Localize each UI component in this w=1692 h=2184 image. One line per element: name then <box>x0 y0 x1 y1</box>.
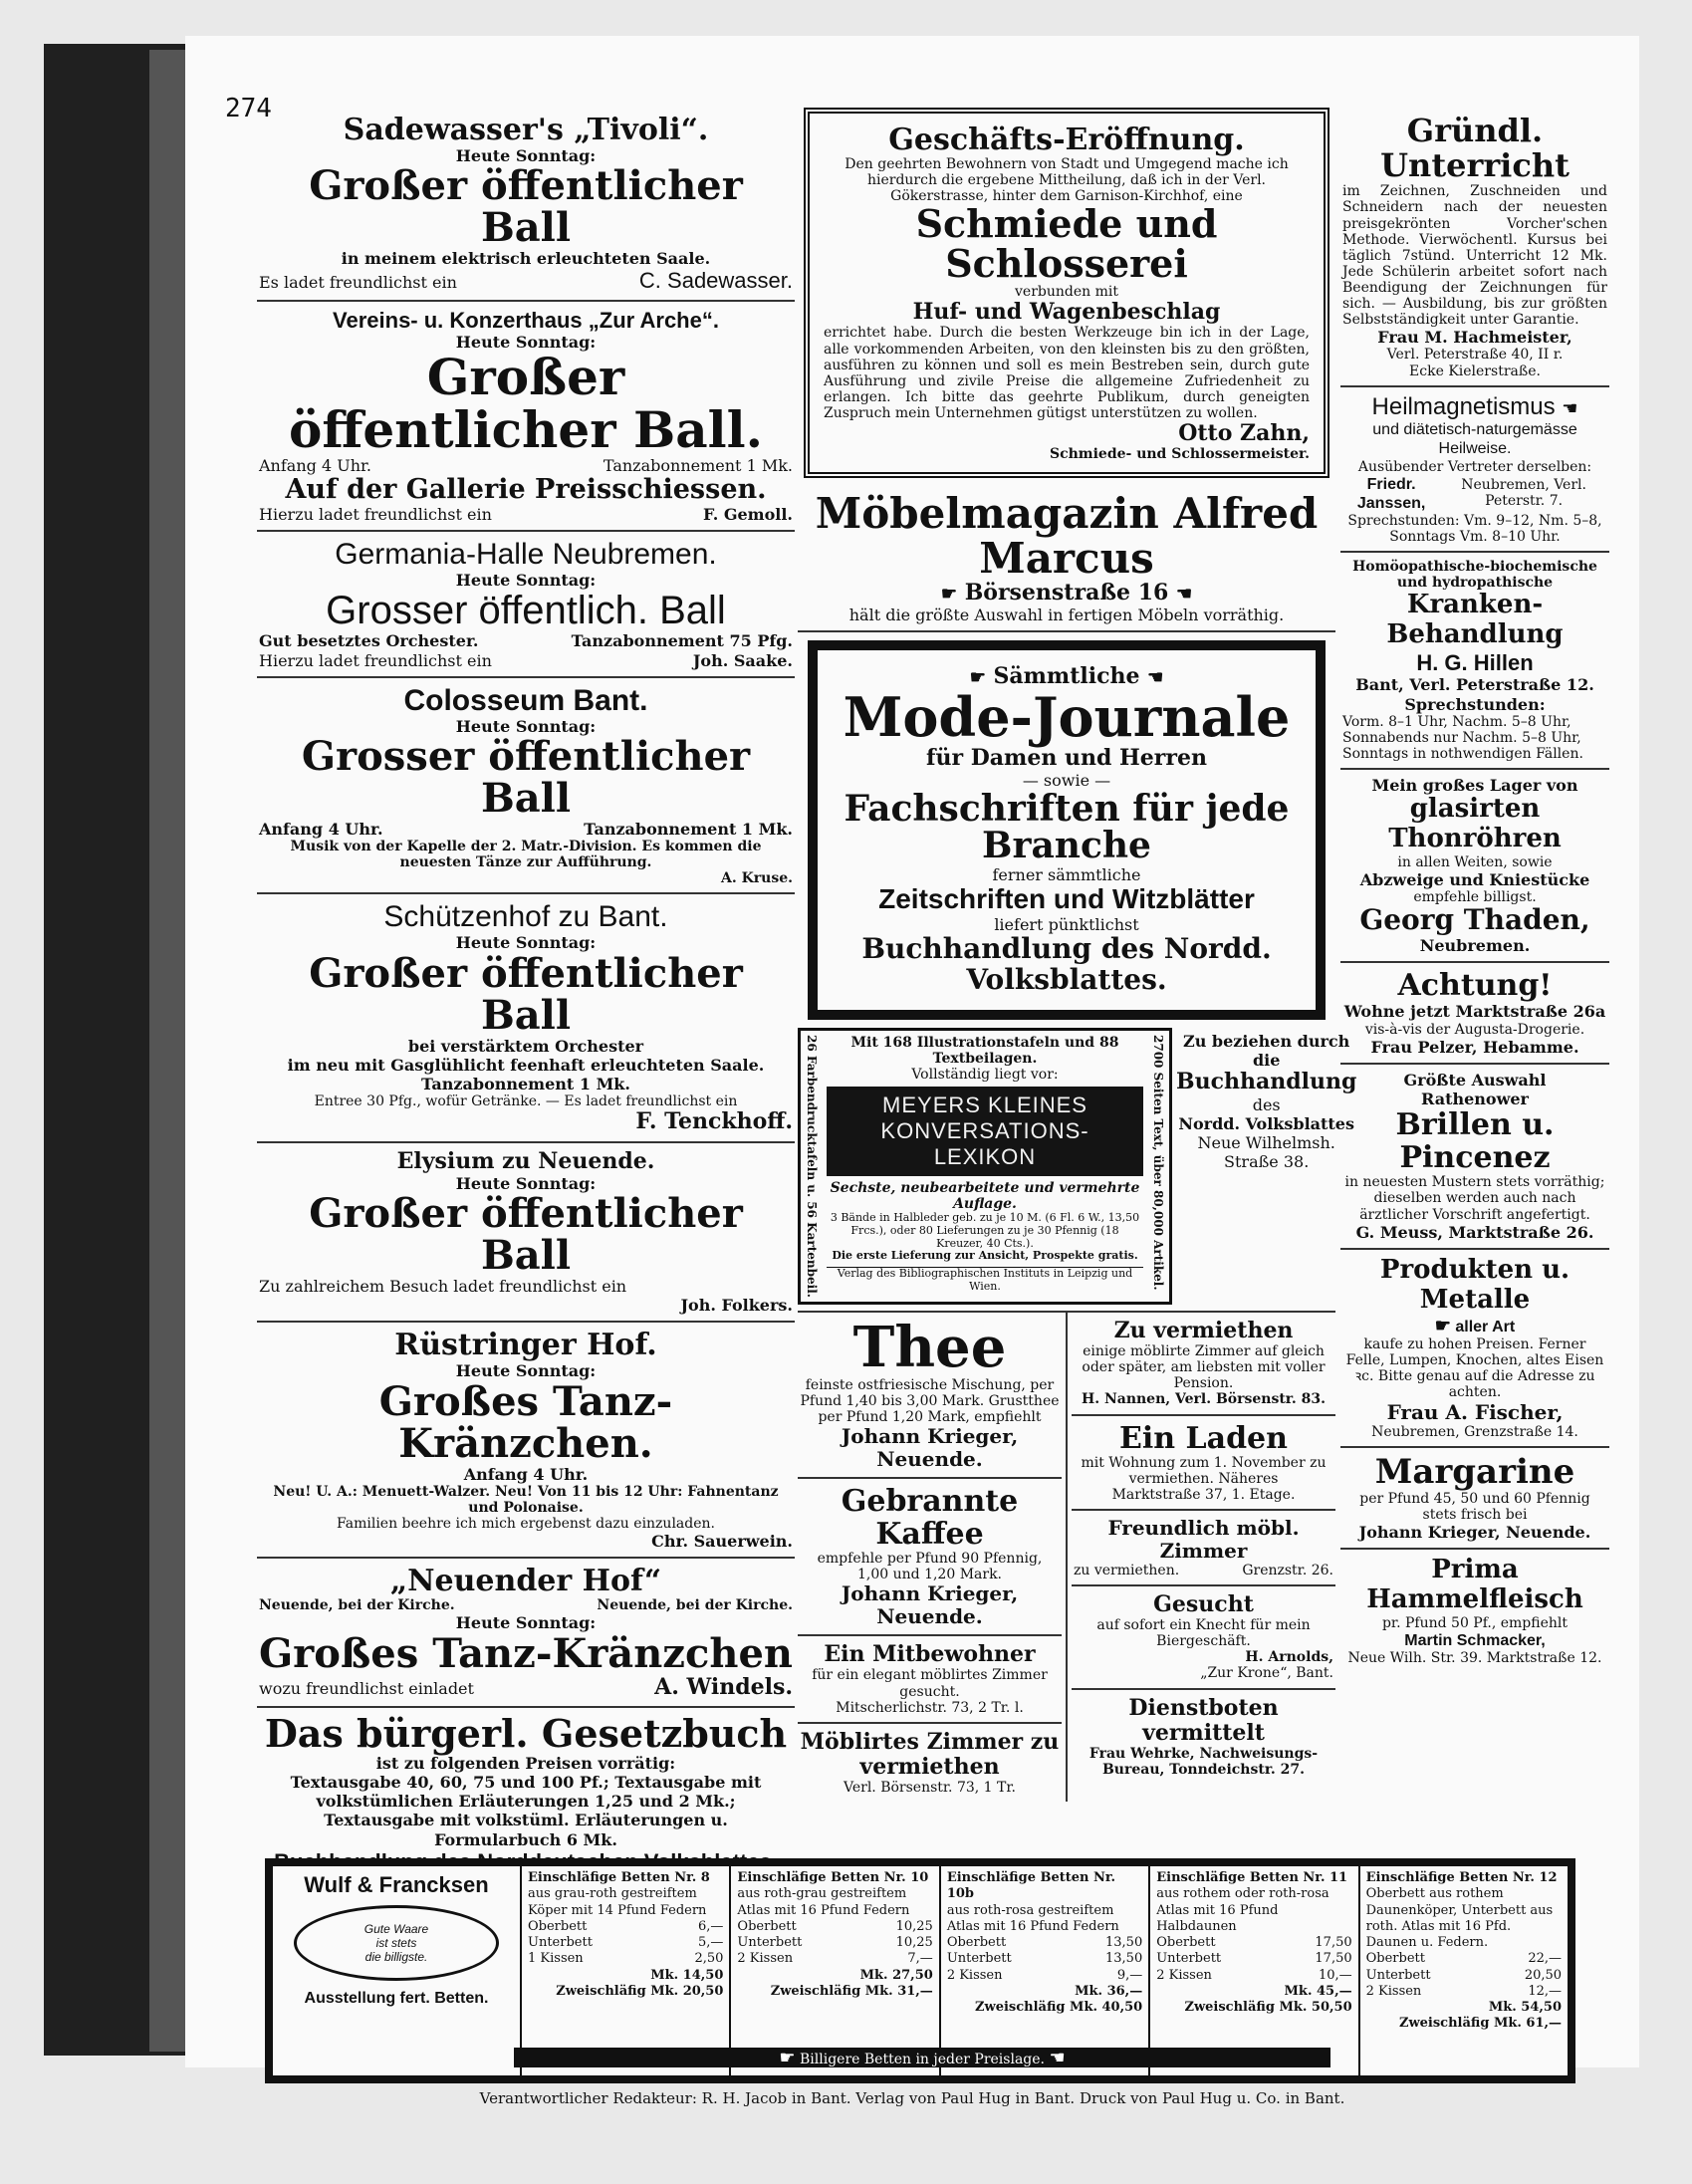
ad-title: Sadewasser's „Tivoli“. <box>343 113 709 147</box>
page-edge <box>149 50 185 2052</box>
bed-item-label: Unterbett <box>946 1951 1012 1967</box>
ad-signature: Frau Pelzer, Hebamme. <box>1370 1037 1579 1057</box>
ad-headline: Achtung! <box>1397 968 1553 1004</box>
ad-schuetzenhof <box>257 894 795 1142</box>
bed-item <box>1156 1935 1351 1951</box>
ad-text: errichtet habe. Durch die besten Werkzeuge bin ich in der Lage, alle vorkommenden Arbeiten, von den kleinsten bis zu den größten, ausführen zu können und soll es mein Bestreben sein, durch gute Ausführung und zivile Preise die allgemeine Zufriedenheit zu erlangen. Ich bitte das geehrte Publikum, durch geneigten Zuspruch mein Unternehmen gütigst unterstützen zu wollen. <box>824 325 1310 421</box>
ad-laden <box>1072 1416 1335 1511</box>
ad-text: Die erste Lieferung zur Ansicht, Prospekte gratis. <box>832 1249 1138 1263</box>
ad-title: „Neuender Hof“ <box>389 1564 662 1599</box>
bed-item-price: 2,50 <box>694 1951 724 1967</box>
ad-text: Tanzabonnement 1 Mk. <box>421 1075 630 1093</box>
ad-signature: Frau M. Hachmeister, <box>1377 328 1572 348</box>
bed-item-price: 5,— <box>698 1935 724 1950</box>
ad-geschaefts-eroeffnung <box>804 108 1329 478</box>
page-number: 274 <box>225 94 272 123</box>
ad-colosseum <box>257 678 795 895</box>
ad-signature: Joh. Folkers. <box>680 1296 793 1316</box>
ad-title: Vereins- u. Konzerthaus „Zur Arche“. <box>333 307 719 333</box>
ad-signature: Johann Krieger, Neuende. <box>841 1581 1019 1629</box>
ad-mitbewohner <box>798 1636 1062 1724</box>
bed-item <box>947 1968 1142 1984</box>
ad-heilmagnetismus <box>1340 387 1609 554</box>
ad-text: für Damen und Herren <box>926 745 1207 772</box>
bed-item <box>947 1951 1142 1967</box>
bed-item-price: 17,50 <box>1315 1951 1352 1967</box>
ad-signature: Joh. Saake. <box>692 650 793 670</box>
ad-mode-journale <box>808 640 1326 1020</box>
ad-headline: Gebrannte Kaffee <box>841 1483 1019 1552</box>
ad-headline: Ein Laden <box>1119 1420 1288 1456</box>
ad-text: Ausstellung fert. Betten. <box>304 1990 489 2008</box>
bed-item-label: Unterbett <box>737 1935 803 1950</box>
ad-germania <box>257 532 795 678</box>
ad-signature: Friedr. Janssen, <box>1356 475 1426 512</box>
ad-text: liefert pünktlichst <box>994 915 1139 935</box>
ad-text: für ein elegant möblirtes Zimmer gesucht. <box>812 1667 1048 1700</box>
bed-title: Einschläfige Betten Nr. 10 <box>737 1870 929 1885</box>
small-ads-right <box>1068 1313 1335 1803</box>
ad-text: 3 Bände in Halbleder geb. zu je 10 M. (6 Fl. 6 W., 13,50 Frcs.), oder 80 Lieferungen zu je 30 Pfennig (18 Kreuzer, 40 Cts.). <box>830 1211 1140 1250</box>
newspaper-page <box>185 36 1639 2107</box>
ad-signature: Martin Schmacker, <box>1404 1632 1546 1650</box>
bed-title: Einschläfige Betten Nr. 12 <box>1365 1870 1558 1885</box>
ad-sub: Heute Sonntag: <box>455 1173 597 1193</box>
ad-headline: Heilmagnetismus <box>1371 392 1556 420</box>
ad-text: auf sofort ein Knecht für mein Biergeschäft. <box>1096 1617 1311 1650</box>
bed-double: Zweischläfig Mk. 61,— <box>1398 2016 1563 2032</box>
bed-item <box>1366 1968 1562 1984</box>
ad-text: Sechste, neubearbeitete und vermehrte Auflage. <box>830 1180 1140 1213</box>
ad-sub: Heute Sonntag: <box>455 933 597 953</box>
seal-text: ist stets <box>375 1936 417 1951</box>
pointing-hand-icon: ☛ <box>1434 1315 1451 1335</box>
ad-text: Anfang 4 Uhr. <box>259 456 371 476</box>
ad-text: Neubremen, Grenzstraße 14. <box>1371 1423 1578 1440</box>
ad-headline: Gesucht <box>1153 1590 1254 1617</box>
bed-item-price: 10,— <box>1318 1967 1352 1983</box>
ad-text: Frau Wehrke, Nachweisungs-Bureau, Tonndeichstr. 27. <box>1088 1746 1319 1779</box>
pointing-hand-icon: ☚ <box>1562 397 1578 418</box>
ad-kranken-behandlung <box>1340 553 1609 770</box>
ad-headline-3: Zeitschriften und Witzblätter <box>878 883 1255 915</box>
ad-text: Grenzstr. 26. <box>1242 1562 1333 1578</box>
ad-headline: Zu vermiethen <box>1113 1317 1294 1343</box>
ad-text: Neubremen, Verl. Peterstr. 7. <box>1461 476 1586 509</box>
ad-headline: Margarine <box>1374 1451 1575 1492</box>
ad-sub: Heute Sonntag: <box>455 332 597 352</box>
ad-meyers-row <box>798 1028 1357 1313</box>
ad-text: Sämmtliche <box>993 663 1140 690</box>
bed-item-label: Unterbett <box>1365 1967 1431 1983</box>
ad-headline: Großer öffentlicher Ball. <box>288 348 764 459</box>
pointing-hand-icon: ☚ <box>1175 583 1193 605</box>
ad-brillen <box>1340 1065 1609 1250</box>
bed-desc: aus rothem oder roth-rosa Atlas mit 16 Pfund Halbdaunen <box>1156 1886 1329 1934</box>
ad-signature: C. Sadewasser. <box>638 268 793 294</box>
ad-headline: Wulf & Francksen <box>304 1872 489 1897</box>
ad-text: Mit 168 Illustrationstafeln und 88 Textbeilagen. <box>850 1034 1119 1067</box>
ad-headline: Grosser öffentlicher Ball <box>301 732 751 822</box>
bed-item-label: 2 Kissen <box>737 1951 794 1967</box>
ad-headline: Großes Tanz-Kränzchen <box>259 1629 793 1677</box>
ad-text: Rathenower <box>1421 1090 1529 1109</box>
bed-item-label: Oberbett <box>1156 1935 1216 1950</box>
bed-double: Zweischläfig Mk. 40,50 <box>975 2000 1143 2015</box>
ad-text: „Zur Krone“, Bant. <box>1200 1665 1333 1682</box>
ad-text: Textausgabe 40, 60, 75 und 100 Pf.; Textausgabe mit volkstümlichen Erläuterungen 1,25 und 2 Mk.; <box>290 1772 762 1812</box>
bed-item-label: Unterbett <box>1156 1951 1222 1967</box>
ad-text: Es ladet freundlichst ein <box>259 273 457 293</box>
ad-text: per Pfund 45, 50 und 60 Pfennig stets frisch bei <box>1359 1491 1590 1524</box>
ad-headline-2: Fachschriften für jede Branche <box>844 787 1290 867</box>
ad-headline: Ein Mitbewohner <box>824 1641 1036 1668</box>
ad-text: im Zeichnen, Zuschneiden und Schneidern nach der neuesten preisgekrönten Vorcher'schen Methode. Vierwöchentl. Kursus bei täglich 7stünd. Unterricht 12 Mk. Jede Schülerin arbeitet sofort nach Beendigung der Zeichnungen für sich. — Ausbildung, bis zur größten Selbstständigkeit unter Garantie. <box>1342 183 1607 329</box>
ad-title: Geschäfts-Eröffnung. <box>888 122 1245 157</box>
bed-desc: aus roth-rosa gestreiftem Atlas mit 16 Pfund Federn <box>946 1902 1119 1934</box>
ad-text: Größte Auswahl <box>1403 1070 1547 1090</box>
ad-signature: Georg Thaden, <box>1359 903 1590 937</box>
ad-sub: Huf- und Wagenbeschlag <box>912 299 1221 326</box>
bed-item-label: 2 Kissen <box>1365 1983 1422 1999</box>
ad-signature: Frau A. Fischer, <box>1386 1399 1564 1424</box>
ad-text: Musik von der Kapelle der 2. Matr.-Division. Es kommen die neuesten Tänze zur Aufführung. <box>290 839 762 871</box>
bed-double: Zweischläfig Mk. 20,50 <box>556 1983 724 1999</box>
ad-headline: Schmiede und Schlosserei <box>915 201 1218 287</box>
ad-sub: aller Art <box>1455 1318 1516 1335</box>
ad-meyers-lexikon <box>798 1028 1172 1305</box>
bed-item <box>528 1919 723 1935</box>
ad-kaffee <box>798 1479 1062 1636</box>
ad-signature: F. Tenckhoff. <box>635 1108 793 1135</box>
ad-text: Sprechstunden: <box>1404 694 1546 714</box>
ad-text: Marktstraße 37, 1. Etage. <box>1111 1486 1296 1503</box>
ad-text: Sprechstunden: Vm. 9–12, Nm. 5–8, Sonntags Vm. 8–10 Uhr. <box>1347 513 1602 546</box>
ad-text: Entree 30 Pfg., wofür Getränke. — Es ladet freundlichst ein <box>314 1093 738 1110</box>
ad-text: im neu mit Gasglühlicht feenhaft erleuchteten Saale. <box>287 1055 765 1075</box>
bed-total: Mk. 45,— <box>1284 1983 1352 1999</box>
bed-total: Mk. 36,— <box>1075 1983 1143 1999</box>
small-ads-row <box>798 1313 1335 1803</box>
ad-gesucht <box>1072 1586 1335 1690</box>
ad-text: Vorm. 8–1 Uhr, Nachm. 5–8 Uhr, Sonnabends nur Nachm. 5–8 Uhr, Sonntags in nothwendigen Fällen. <box>1342 713 1583 763</box>
ad-text: 2700 Seiten Text, über 80,000 Artikel. <box>1151 1034 1165 1291</box>
ad-headline: glasirten Thonröhren <box>1388 794 1562 854</box>
ad-unterricht <box>1340 108 1609 387</box>
ad-text: wozu freundlichst einladet <box>259 1678 474 1698</box>
bed-item-label: 2 Kissen <box>1156 1967 1212 1983</box>
ad-neuender-hof <box>257 1559 795 1708</box>
ad-text: mit Wohnung zum 1. November zu vermiethen. Näheres <box>1081 1454 1327 1487</box>
ad-tivoli <box>257 108 795 302</box>
ad-text: zu vermiethen. <box>1074 1562 1180 1578</box>
ad-sub: Heute Sonntag: <box>455 716 597 736</box>
bed-item-price: 20,50 <box>1524 1967 1563 1983</box>
wulf-francksen-logo <box>273 1866 520 2075</box>
ad-hammelfleisch <box>1340 1550 1609 1672</box>
right-column <box>1340 108 1609 1673</box>
bed-item <box>737 1935 932 1951</box>
bed-item-label: Oberbett <box>946 1935 1007 1950</box>
ad-text: Anfang 4 Uhr. <box>259 819 383 839</box>
ad-signature: H. G. Hillen <box>1416 650 1534 676</box>
ad-text: Hierzu ladet freundlichst ein <box>259 650 492 670</box>
bed-desc: Oberbett aus rothem Daunenköper, Unterbett aus roth. Atlas mit 16 Pfd. Daunen u. Federn. <box>1365 1886 1554 1950</box>
ad-headline: Brillen u. Pincenez <box>1395 1107 1555 1176</box>
ad-text: empfehle per Pfund 90 Pfennig, 1,00 und 1,20 Mark. <box>817 1550 1043 1583</box>
ad-text: empfehle billigst. <box>1413 889 1537 906</box>
ad-signature: Buchhandlung des Nordd. Volksblattes. <box>861 932 1272 997</box>
ad-text: Neubremen. <box>1419 936 1531 956</box>
ad-text: Wohne jetzt Marktstraße 26a <box>1343 1002 1606 1022</box>
ad-text: Neue Wilh. Str. 39. Marktstraße 12. <box>1347 1650 1602 1667</box>
bed-offer <box>1358 1866 1568 2075</box>
pointing-hand-icon: ☚ <box>1147 667 1164 689</box>
bed-offer <box>520 1866 729 2075</box>
ad-text: Gut besetztes Orchester. <box>259 631 479 651</box>
bed-item <box>737 1951 932 1967</box>
bed-item-price: 10,25 <box>895 1935 933 1950</box>
ad-text: Zu zahlreichem Besuch ladet freundlichst ein <box>259 1277 627 1297</box>
ad-gesetzbuch <box>257 1708 795 1880</box>
ad-text: KONVERSATIONS-LEXIKON <box>880 1118 1089 1170</box>
ad-text: Mitscherlichstr. 73, 2 Tr. l. <box>836 1699 1024 1716</box>
ad-text: in allen Weiten, sowie <box>1397 854 1553 871</box>
bed-total: Mk. 54,50 <box>1488 2000 1563 2015</box>
strip-text: Billigere Betten in jeder Preislage. <box>800 2052 1045 2067</box>
bed-item-price: 7,— <box>907 1951 933 1967</box>
bed-item-price: 17,50 <box>1315 1935 1352 1950</box>
ad-text: MEYERS KLEINES <box>882 1092 1088 1118</box>
pointing-hand-icon: ☛ <box>779 2048 796 2068</box>
bed-item <box>947 1935 1142 1951</box>
ad-headline: Großes Tanz-Kränzchen. <box>378 1377 673 1467</box>
ad-moebelmagazin <box>798 486 1335 632</box>
ad-headline: Freundlich möbl. Zimmer <box>1107 1515 1300 1563</box>
ad-moebl-zimmer <box>798 1724 1062 1803</box>
ad-text: Abzweige und Kniestücke <box>1359 870 1590 890</box>
ad-signature: A. Kruse. <box>721 870 793 887</box>
ad-signature: Chr. Sauerwein. <box>651 1532 793 1552</box>
ad-text: Ecke Kielerstraße. <box>1409 363 1541 379</box>
ad-sub: Heute Sonntag: <box>455 571 597 591</box>
ad-sub: Heute Sonntag: <box>455 1361 597 1381</box>
bed-offer <box>729 1866 938 2075</box>
ad-text: Anfang 4 Uhr. <box>463 1464 589 1484</box>
ad-sub: und diätetisch-naturgemässe Heilweise. <box>1372 421 1577 458</box>
ad-text: Verl. Peterstraße 40, II r. <box>1386 347 1564 364</box>
ad-text: des <box>1252 1094 1281 1114</box>
ad-signature: H. Arnolds, <box>1245 1649 1333 1666</box>
ad-title: Germania-Halle Neubremen. <box>335 538 717 572</box>
bed-double: Zweischläfig Mk. 50,50 <box>1184 2000 1352 2015</box>
ad-text: 26 Farbendrucktafeln u. 56 Kartenbeil. <box>805 1034 819 1298</box>
bed-total: Mk. 27,50 <box>859 1967 933 1983</box>
bed-item-label: 1 Kissen <box>528 1951 584 1967</box>
ad-sub: Heute Sonntag: <box>455 146 597 165</box>
bed-item <box>528 1951 723 1967</box>
ad-ruestringer <box>257 1323 795 1559</box>
ad-text: pr. Pfund 50 Pf., empfiehlt <box>1381 1615 1569 1632</box>
bed-item-price: 13,50 <box>1105 1951 1143 1967</box>
ad-text: Tanzabonnement 1 Mk. <box>603 456 793 476</box>
bed-desc: aus roth-grau gestreiftem Atlas mit 16 Pfund Federn <box>737 1886 910 1918</box>
ad-text: Hierzu ladet freundlichst ein <box>259 505 492 525</box>
seal-text: Gute Waare <box>363 1922 429 1937</box>
ad-thee <box>798 1313 1062 1479</box>
ad-meyers-bezug <box>1172 1028 1360 1305</box>
ad-text: einige möblirte Zimmer auf gleich oder später, am liebsten mit voller Pension. <box>1082 1343 1326 1392</box>
lexikon-banner <box>827 1087 1143 1176</box>
ad-dienstboten <box>1072 1690 1335 1785</box>
pointing-hand-icon: ☚ <box>1049 2048 1066 2068</box>
ad-sub: Heute Sonntag: <box>455 1613 597 1633</box>
ad-text: Tanzabonnement 1 Mk. <box>584 819 793 839</box>
ad-text: Familien beehre ich mich ergebenst dazu einzuladen. <box>336 1516 715 1532</box>
ad-headline: Möblirtes Zimmer zu vermiethen <box>800 1728 1060 1780</box>
ad-text: ferner sämmtliche <box>992 865 1141 885</box>
small-ads-left <box>798 1313 1068 1803</box>
bed-item-label: Oberbett <box>1365 1951 1425 1967</box>
ad-signature: G. Meuss, Marktstraße 26. <box>1355 1222 1594 1242</box>
bed-desc: aus grau-roth gestreiftem Köper mit 14 Pfund Federn <box>528 1886 707 1918</box>
ad-thonroehren <box>1340 770 1609 963</box>
bed-total: Mk. 14,50 <box>650 1967 724 1983</box>
ad-text: in meinem elektrisch erleuchteten Saale. <box>341 249 711 269</box>
ad-signature: Johann Krieger, Neuende. <box>1358 1523 1591 1543</box>
bottom-strip <box>514 2048 1330 2067</box>
ad-headline: Großer öffentlicher Ball <box>309 1190 743 1280</box>
ad-title: Elysium zu Neuende. <box>396 1147 655 1174</box>
ad-elysium <box>257 1143 795 1324</box>
ad-headline: Prima Hammelfleisch <box>1366 1555 1583 1615</box>
ad-text: Verl. Börsenstr. 73, 1 Tr. <box>844 1780 1016 1797</box>
ad-text: Bant, Verl. Peterstraße 12. <box>1355 675 1594 695</box>
bed-offer <box>1148 1866 1357 2075</box>
ad-text: — sowie — <box>1022 771 1111 791</box>
ad-headline: Gründl. Unterricht <box>1380 112 1570 185</box>
middle-column <box>798 108 1357 1802</box>
ad-text: Textausgabe mit volkstüml. Erläuterungen u. Formularbuch 6 Mk. <box>324 1811 728 1849</box>
ad-text: kaufe zu hohen Preisen. Ferner Felle, Lumpen, Knochen, altes Eisen ꝛc. Bitte genau auf die Adresse zu achten. <box>1345 1336 1604 1401</box>
bed-double: Zweischläfig Mk. 31,— <box>770 1983 933 1999</box>
ad-freundlich-zimmer <box>1072 1511 1335 1586</box>
ad-text: hält die größte Auswahl in fertigen Möbeln vorräthig. <box>848 605 1285 624</box>
bed-item <box>1366 1951 1562 1967</box>
ad-text: Den geehrten Bewohnern von Stadt und Umgegend mache ich hierdurch die ergebene Mittheilung, daß ich in der Verl. Gökerstrasse, hinter dem Garnison-Kirchhof, eine <box>845 156 1289 205</box>
bed-item-label: 2 Kissen <box>946 1967 1003 1983</box>
ad-text: Börsenstraße 16 <box>964 579 1169 606</box>
ad-text: Ausübender Vertreter derselben: <box>1357 458 1592 475</box>
ad-text: in neuesten Mustern stets vorräthig; dieselben werden auch nach ärztlicher Vorschrift angefertigt. <box>1344 1174 1605 1223</box>
left-column <box>257 108 795 1880</box>
bed-title: Einschläfige Betten Nr. 10b <box>946 1870 1116 1902</box>
ad-signature: A. Windels. <box>654 1673 793 1700</box>
ad-text: Zu beziehen durch die <box>1183 1031 1350 1071</box>
ad-title: Rüstringer Hof. <box>394 1328 657 1363</box>
bed-item-label: Oberbett <box>737 1918 797 1934</box>
ad-text: Neuende, bei der Kirche. <box>597 1597 793 1614</box>
ad-headline: Grosser öffentlich. Ball <box>326 589 726 633</box>
bed-item-price: 22,— <box>1528 1951 1563 1967</box>
pointing-hand-icon: ☛ <box>969 667 986 689</box>
bed-item-price: 12,— <box>1528 1983 1563 1999</box>
ad-zu-vermiethen <box>1072 1313 1335 1416</box>
bed-title: Einschläfige Betten Nr. 8 <box>528 1870 710 1885</box>
ad-signature: H. Nannen, Verl. Börsenstr. 83. <box>1081 1391 1327 1408</box>
ad-headline: Das bürgerl. Gesetzbuch <box>264 1710 788 1756</box>
ad-headline-2: Auf der Gallerie Preisschiessen. <box>285 474 767 506</box>
ad-headline: Thee <box>852 1314 1007 1380</box>
bed-item-label: Unterbett <box>528 1935 593 1950</box>
seal-text: die billigste. <box>364 1950 428 1965</box>
ad-text: feinste ostfriesische Mischung, per Pfund 1,40 bis 3,00 Mark. Grustthee per Pfund 1,20 Mark, empfiehlt <box>800 1376 1060 1425</box>
ad-text: bei verstärktem Orchester <box>407 1036 644 1056</box>
ad-text: Nordd. Volksblattes <box>1178 1113 1354 1133</box>
ad-text: Neu! U. A.: Menuett-Walzer. Neu! Von 11 bis 12 Uhr: Fahnentanz und Polonaise. <box>273 1483 779 1516</box>
bed-title: Einschläfige Betten Nr. 11 <box>1156 1870 1348 1885</box>
bed-item-label: Oberbett <box>528 1918 588 1934</box>
pointing-hand-icon: ☛ <box>940 583 958 605</box>
ad-text: Vollständig liegt vor: <box>911 1067 1059 1084</box>
bed-item <box>1156 1968 1351 1984</box>
bed-item <box>1156 1951 1351 1967</box>
ad-headline: Produkten u. Metalle <box>1379 1254 1571 1315</box>
bed-item <box>528 1935 723 1951</box>
ad-text: Homöopathische-biochemische und hydropathische <box>1352 559 1597 592</box>
bed-item-price: 13,50 <box>1105 1935 1143 1950</box>
bed-item-price: 6,— <box>698 1918 724 1934</box>
ad-text: vis-à-vis der Augusta-Drogerie. <box>1364 1021 1585 1038</box>
ad-headline: Großer öffentlicher Ball <box>309 162 743 252</box>
ad-headline: Dienstboten vermittelt <box>1128 1694 1279 1746</box>
ad-text: Neue Wilhelmsh. Straße 38. <box>1197 1132 1335 1172</box>
bed-item-price: 10,25 <box>895 1918 933 1934</box>
ad-text: verbunden mit <box>1015 284 1118 301</box>
ad-title: Colosseum Bant. <box>403 683 648 717</box>
ad-text: Verlag des Bibliographischen Instituts in Leipzig und Wien. <box>827 1267 1143 1293</box>
ad-text: ist zu folgenden Preisen vorrätig: <box>375 1753 676 1773</box>
bed-item <box>1366 1984 1562 2000</box>
bed-offer <box>939 1866 1148 2075</box>
oval-seal-icon <box>294 1905 499 1981</box>
ad-headline: Mode-Journale <box>843 685 1291 750</box>
ad-title: Schützenhof zu Bant. <box>383 900 668 934</box>
bed-item <box>737 1919 932 1935</box>
ad-headline: Großer öffentlicher Ball <box>309 949 743 1039</box>
ad-signature: Johann Krieger, Neuende. <box>841 1423 1019 1471</box>
ad-achtung <box>1340 963 1609 1064</box>
ad-text: Tanzabonnement 75 Pfg. <box>571 631 793 651</box>
ad-signature: Otto Zahn, <box>1178 420 1310 447</box>
bed-item-price: 9,— <box>1116 1967 1143 1983</box>
ad-arche <box>257 302 795 533</box>
ad-text: Mein großes Lager von <box>1371 776 1578 796</box>
ad-signature: F. Gemoll. <box>702 505 793 525</box>
ad-headline: Möbelmagazin Alfred Marcus <box>815 489 1319 583</box>
ad-text: Schmiede- und Schlossermeister. <box>1049 446 1310 463</box>
ad-margarine <box>1340 1448 1609 1551</box>
ad-text: Neuende, bei der Kirche. <box>259 1597 455 1614</box>
ad-produkten <box>1340 1250 1609 1448</box>
imprint: Verantwortlicher Redakteur: R. H. Jacob in Bant. Verlag von Paul Hug in Bant. Druck von Paul Hug u. Co. in Bant. <box>479 2089 1345 2107</box>
ad-headline: Kranken-Behandlung <box>1386 590 1564 650</box>
ad-text: Buchhandlung <box>1176 1069 1357 1095</box>
